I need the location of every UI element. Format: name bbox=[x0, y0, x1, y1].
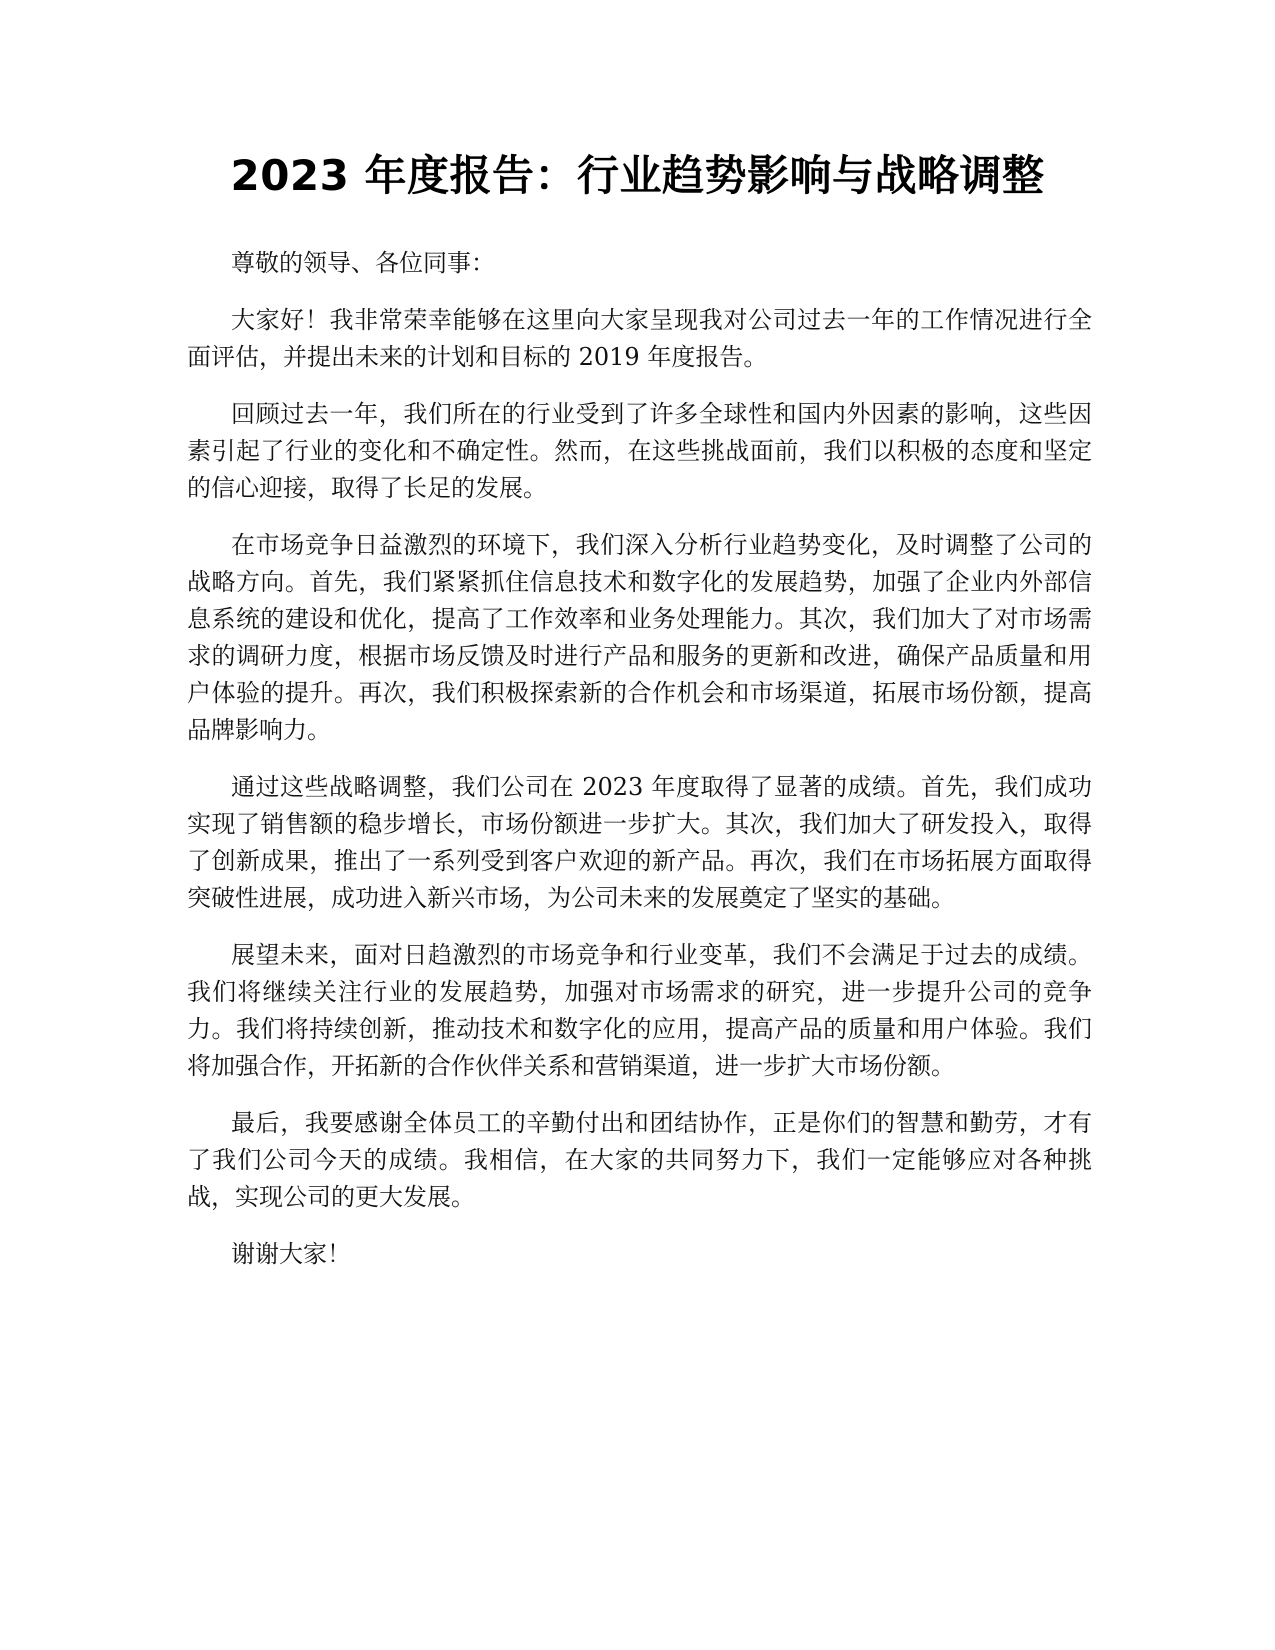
paragraph-outlook: 展望未来，面对日趋激烈的市场竞争和行业变革，我们不会满足于过去的成绩。我们将继续关注行业的发展趋势，加强对市场需求的研究，进一步提升公司的竞争力。我们将持续创新，推动技术和数字化的应用，提高产品的质量和用户体验。我们将加强合作，开拓新的合作伙伴关系和营销渠道，进一步扩大市场份额。 bbox=[187, 941, 1092, 1080]
paragraph-strategy: 在市场竞争日益激烈的环境下，我们深入分析行业趋势变化，及时调整了公司的战略方向。首先，我们紧紧抓住信息技术和数字化的发展趋势，加强了企业内外部信息系统的建设和优化，提高了工作效率和业务处理能力。其次，我们加大了对市场需求的调研力度，根据市场反馈及时进行产品和服务的更新和改进，确保产品质量和用户体验的提升。再次，我们积极探索新的合作机会和市场渠道，拓展市场份额，提高品牌影响力。 bbox=[187, 531, 1092, 744]
closing-line: 谢谢大家！ bbox=[231, 1240, 351, 1268]
document-title: 2023 年度报告：行业趋势影响与战略调整 bbox=[230, 151, 1045, 200]
paragraph-greeting: 大家好！我非常荣幸能够在这里向大家呈现我对公司过去一年的工作情况进行全面评估，并提出未来的计划和目标的 2019 年度报告。 bbox=[187, 306, 1092, 371]
salutation: 尊敬的领导、各位同事： bbox=[231, 249, 495, 277]
paragraph-thanks: 最后，我要感谢全体员工的辛勤付出和团结协作，正是你们的智慧和勤劳，才有了我们公司今天的成绩。我相信，在大家的共同努力下，我们一定能够应对各种挑战，实现公司的更大发展。 bbox=[187, 1109, 1092, 1211]
document-body bbox=[187, 245, 1092, 1293]
paragraph-review: 回顾过去一年，我们所在的行业受到了许多全球性和国内外因素的影响，这些因素引起了行业的变化和不确定性。然而，在这些挑战面前，我们以积极的态度和坚定的信心迎接，取得了长足的发展。 bbox=[187, 400, 1092, 502]
paragraph-achievements: 通过这些战略调整，我们公司在 2023 年度取得了显著的成绩。首先，我们成功实现了销售额的稳步增长，市场份额进一步扩大。其次，我们加大了研发投入，取得了创新成果，推出了一系列受到客户欢迎的新产品。再次，我们在市场拓展方面取得突破性进展，成功进入新兴市场，为公司未来的发展奠定了坚实的基础。 bbox=[187, 773, 1092, 912]
